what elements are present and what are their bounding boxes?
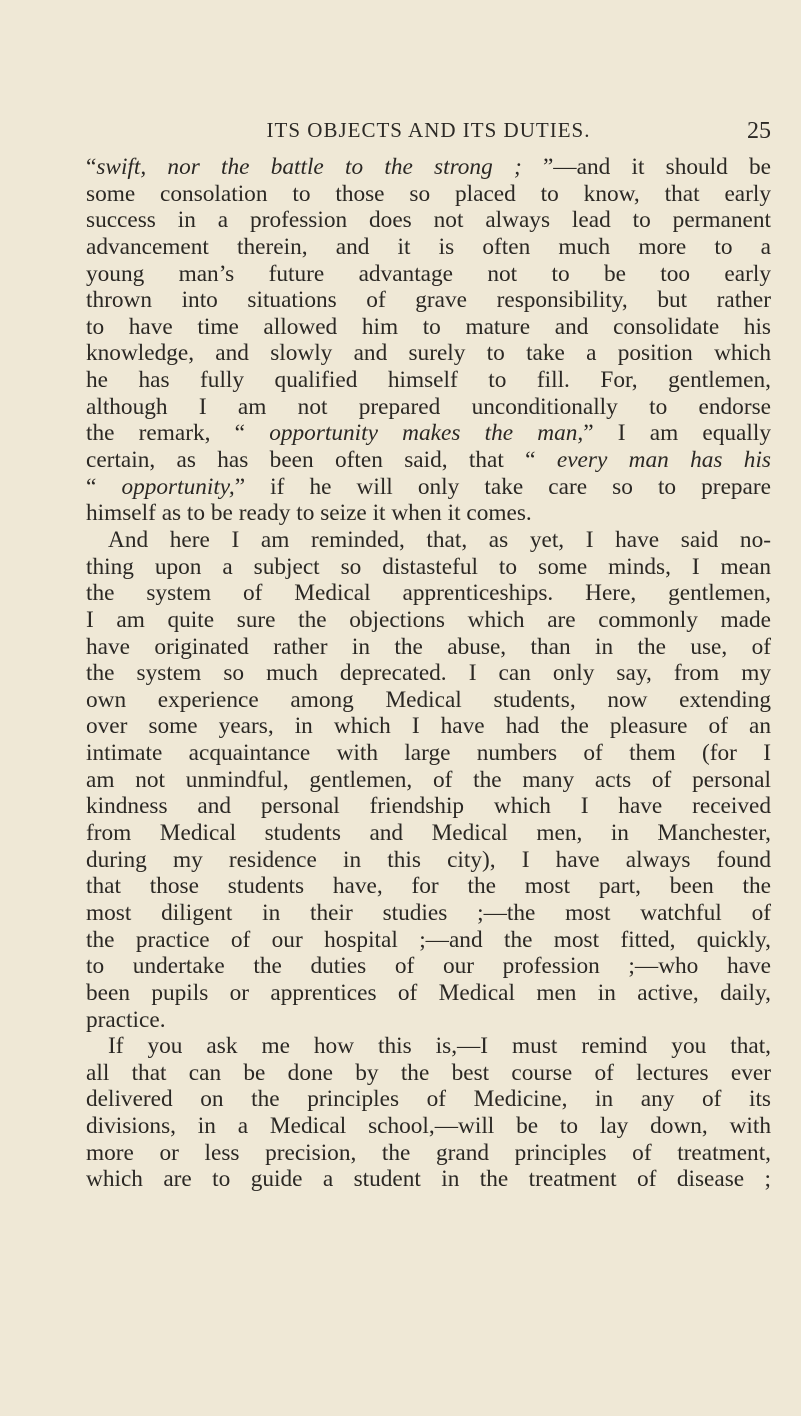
text-line: thrown into situations of grave responsibility, but rather xyxy=(86,287,771,314)
running-head xyxy=(86,118,771,148)
text-line: success in a profession does not always lead to permanent xyxy=(86,207,771,234)
text-line: I am quite sure the objections which are commonly made xyxy=(86,606,771,633)
text-line: young man’s future advantage not to be too early xyxy=(86,260,771,287)
text-line: more or less precision, the grand principles of treatment, xyxy=(86,1139,771,1166)
text-line: own experience among Medical students, now extending xyxy=(86,686,771,713)
text-run: “ xyxy=(86,154,97,180)
page-number: 25 xyxy=(747,118,771,144)
text-line: If you ask me how this is,—I must remind you that, xyxy=(108,1033,771,1060)
text-run: certain, as has been often said, that “ xyxy=(86,447,557,474)
text-line: over some years, in which I have had the pleasure of an xyxy=(86,713,771,740)
text-line: delivered on the principles of Medicine, in any of its xyxy=(86,1086,771,1113)
text-line: advancement therein, and it is often much more to a xyxy=(86,233,771,260)
text-line xyxy=(86,154,771,181)
text-line: the system of Medical apprenticeships. Here, gentlemen, xyxy=(86,580,771,607)
text-line: kindness and personal friendship which I have received xyxy=(86,793,771,820)
italic-phrase: every man has his xyxy=(556,447,771,474)
text-run: “ xyxy=(86,473,122,500)
text-line: that those students have, for the most part, been the xyxy=(86,873,771,900)
text-line: And here I am reminded, that, as yet, I have said no- xyxy=(108,526,771,553)
text-line: am not unmindful, gentlemen, of the many acts of personal xyxy=(86,766,771,793)
text-line: the practice of our hospital ;—and the most fitted, quickly, xyxy=(86,926,771,953)
text-run: the remark, “ xyxy=(86,420,270,447)
text-line: practice. xyxy=(86,1006,166,1033)
running-title: ITS OBJECTS AND ITS DUTIES. xyxy=(266,118,591,142)
text-line: during my residence in this city), I have always found xyxy=(86,846,771,873)
text-line: to have time allowed him to mature and consolidate his xyxy=(86,313,771,340)
text-line: some consolation to those so placed to know, that early xyxy=(86,180,771,207)
text-run: ” I am equally xyxy=(583,420,771,447)
text-line: which are to guide a student in the treatment of disease ; xyxy=(86,1166,771,1193)
text-run: ” if he will only take care so to prepare xyxy=(234,473,771,500)
text-line: he has fully qualified himself to fill. For, gentlemen, xyxy=(86,367,771,394)
italic-phrase: opportunity makes the man, xyxy=(269,420,584,447)
text-line: most diligent in their studies ;—the most watchful of xyxy=(86,899,771,926)
text-run: ”—and it should be xyxy=(521,154,772,180)
text-line: all that can be done by the best course of lectures ever xyxy=(86,1059,771,1086)
body-text xyxy=(86,154,771,1193)
text-line: himself as to be ready to seize it when it comes. xyxy=(86,500,532,527)
text-line: although I am not prepared unconditionally to endorse xyxy=(86,393,771,420)
text-line xyxy=(86,420,771,447)
text-line: intimate acquaintance with large numbers of them (for I xyxy=(86,740,771,767)
text-line: thing upon a subject so distasteful to some minds, I mean xyxy=(86,553,771,580)
text-line xyxy=(86,474,771,501)
text-line xyxy=(86,447,771,474)
text-line: to undertake the duties of our profession ;—who have xyxy=(86,953,771,980)
text-line: the system so much deprecated. I can only say, from my xyxy=(86,660,771,687)
text-line: been pupils or apprentices of Medical men in active, daily, xyxy=(86,979,771,1006)
italic-phrase: swift, nor the battle to the strong ; xyxy=(96,154,522,180)
text-line: knowledge, and slowly and surely to take a position which xyxy=(86,340,771,367)
text-line: from Medical students and Medical men, in Manchester, xyxy=(86,820,771,847)
text-line: have originated rather in the abuse, than in the use, of xyxy=(86,633,771,660)
text-line: divisions, in a Medical school,—will be to lay down, with xyxy=(86,1113,771,1140)
italic-phrase: opportunity, xyxy=(121,473,235,500)
